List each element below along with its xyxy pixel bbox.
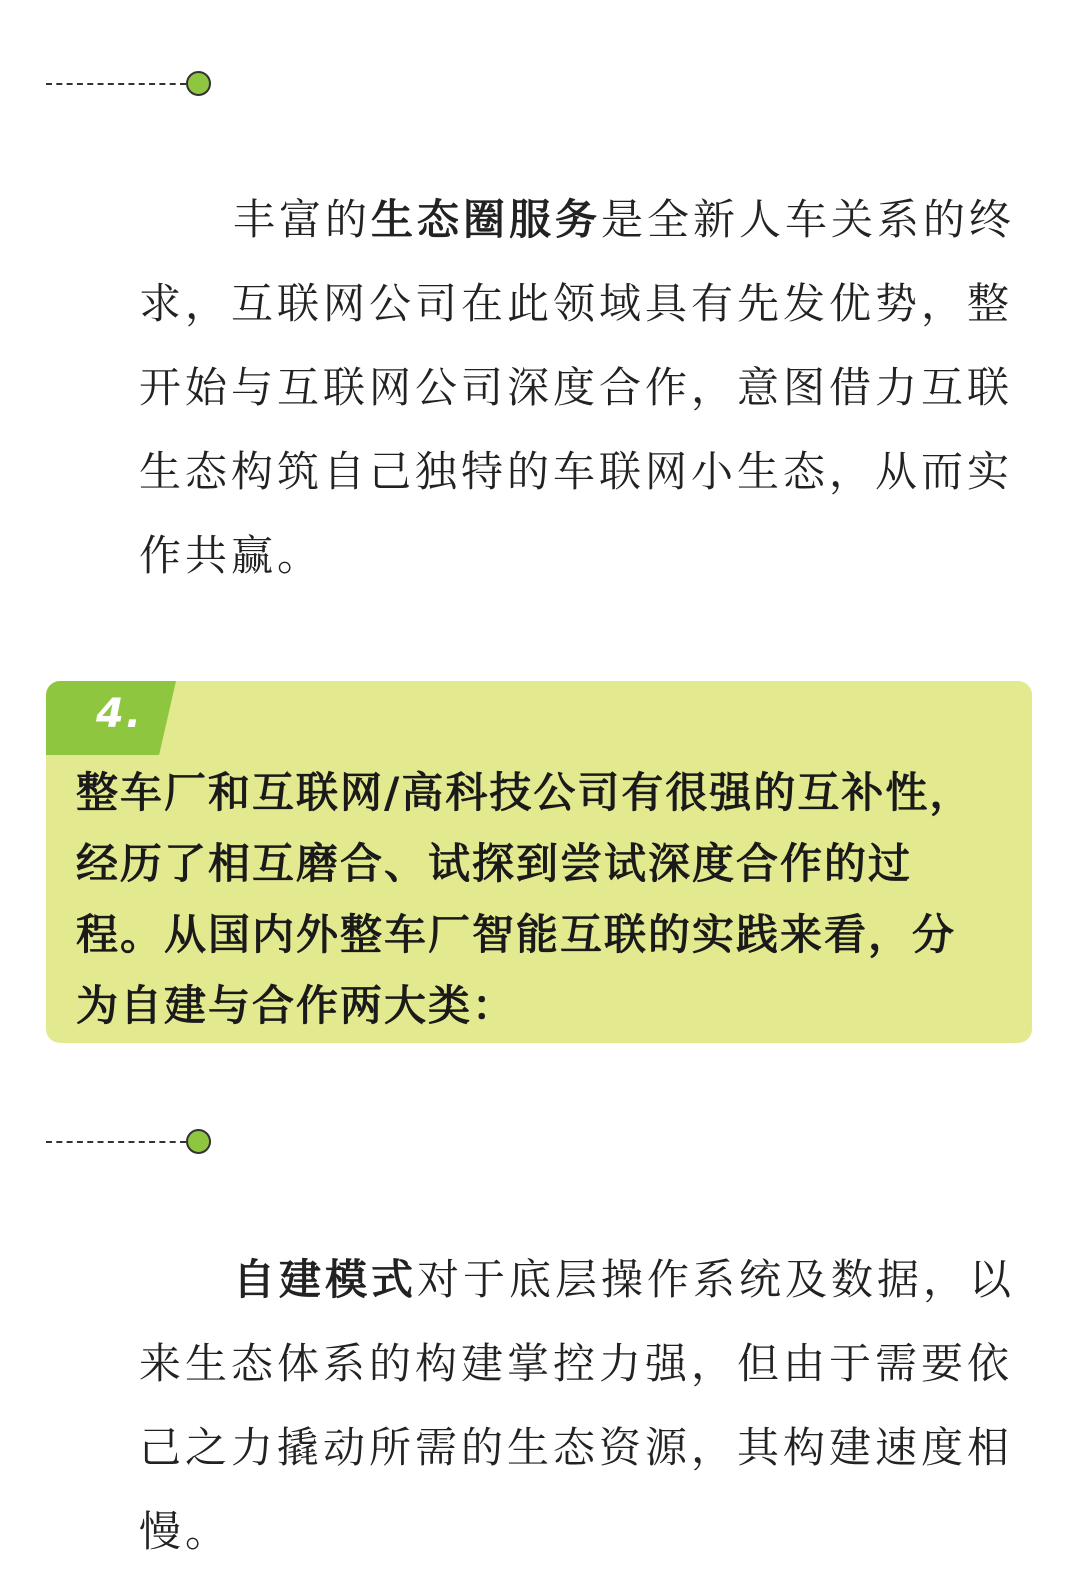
paragraph-ecosystem-bold: 生态圈服务 [371,195,602,244]
green-dot-icon [186,71,211,96]
paragraph-self-build [139,1238,1031,1574]
green-dot-icon [186,1129,211,1154]
paragraph-ecosystem-lead: 丰富的 [233,195,372,244]
callout-box [46,681,1032,1043]
paragraph-self-build-bold: 自建模式 [233,1255,418,1304]
callout-number: 4. [96,691,144,737]
section-divider-top [46,70,216,100]
paragraph-ecosystem-body: 是全新人车关系的终求，互联网公司在此领域具有先发优势，整开始与互联网公司深度合作，意图借力互联生态构筑自己独特的车联网小生态，从而实作共赢。 [139,195,1016,580]
callout-text: 整车厂和互联网/高科技公司有很强的互补性，经历了相互磨合、试探到尝试深度合作的过程。从国内外整车厂智能互联的实践来看，分为自建与合作两大类： [76,768,974,1030]
dashed-line [46,83,186,85]
section-divider-bottom [46,1128,216,1158]
paragraph-self-build-body: 对于底层操作系统及数据，以来生态体系的构建掌控力强，但由于需要依己之力撬动所需的生态资源，其构建速度相慢。 [139,1255,1016,1556]
dashed-line [46,1141,186,1143]
paragraph-ecosystem [139,178,1031,598]
